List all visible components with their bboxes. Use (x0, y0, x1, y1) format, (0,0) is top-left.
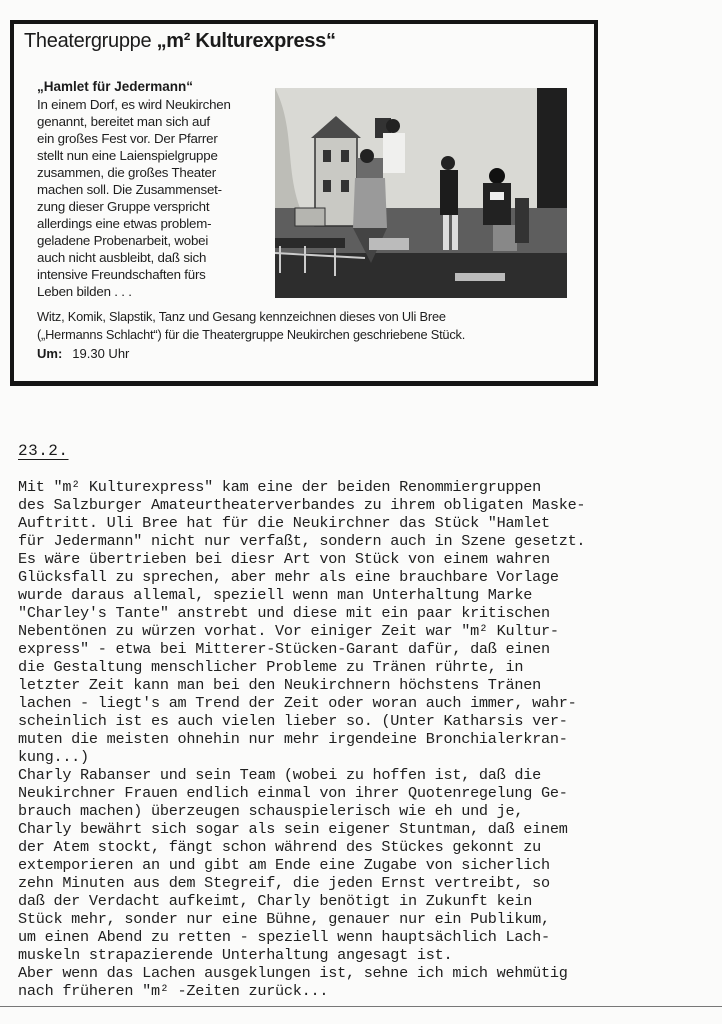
review-line: Charly bewährt sich sogar als sein eigener Stuntman, daß einem (18, 820, 568, 838)
description-line: intensive Freundschaften fürs (37, 267, 206, 282)
description-line: ein großes Fest vor. Der Pfarrer (37, 131, 218, 146)
caption-line: Witz, Komik, Slapstik, Tanz und Gesang kennzeichnen dieses von Uli Bree (37, 309, 446, 324)
clipping-title-name: „m² Kulturexpress“ (156, 30, 336, 52)
review-line: des Salzburger Amateurtheaterverbandes zu ihrem obligaten Maske- (18, 496, 586, 514)
review-line: um einen Abend zu retten - speziell wenn hauptsächlich Lach- (18, 928, 550, 946)
description-line: auch nicht ausbleibt, daß sich (37, 250, 207, 265)
review-line: Charly Rabanser und sein Team (wobei zu hoffen ist, daß die (18, 766, 541, 784)
description-line: geladene Probenarbeit, wobei (37, 233, 209, 248)
review-line: Nebentönen zu würzen vorhat. Vor einiger Zeit war "m² Kultur- (18, 622, 559, 640)
description-line: Leben bilden . . . (37, 284, 132, 299)
review-line: scheinlich ist es auch vielen lieber so. (Unter Katharsis ver- (18, 712, 568, 730)
review-line: zehn Minuten aus dem Stegreif, die jeden Ernst vertreibt, so (18, 874, 550, 892)
review-line: kung...) (18, 748, 89, 766)
review-line: wurde daraus allemal, speziell wenn man Unterhaltung Marke (18, 586, 533, 604)
review-line: daß der Verdacht aufkeimt, Charly benötigt in Zukunft kein (18, 892, 533, 910)
review-line: die Gestaltung menschlicher Probleme zu Tränen rührte, in (18, 658, 524, 676)
clipping-title-prefix: Theatergruppe (24, 30, 157, 52)
review-line: Glücksfall zu sprechen, aber mehr als eine brauchbare Vorlage (18, 568, 559, 586)
review-line: nach früheren "m² -Zeiten zurück... (18, 982, 329, 1000)
review-line: Neukirchner Frauen endlich einmal von ihrer Quotenregelung Ge- (18, 784, 568, 802)
time-value: 19.30 Uhr (72, 346, 130, 361)
description-line: allerdings eine etwas problem- (37, 216, 212, 231)
review-line: "Charley's Tante" anstrebt und diese mit ein paar kritischen (18, 604, 550, 622)
description-line: zusammen, die großes Theater (37, 165, 216, 180)
description-line: zung dieser Gruppe verspricht (37, 199, 210, 214)
review-line: Stück mehr, sonder nur eine Bühne, genauer nur ein Publikum, (18, 910, 550, 928)
review-date: 23.2. (18, 442, 69, 460)
review-line: der Atem stockt, fängt schon während des Stückes gekonnt zu (18, 838, 541, 856)
stage-photo (275, 88, 567, 298)
description-line: genannt, bereitet man sich auf (37, 114, 210, 129)
description-line: In einem Dorf, es wird Neukirchen (37, 97, 231, 112)
review-line: Auftritt. Uli Bree hat für die Neukirchner das Stück "Hamlet (18, 514, 550, 532)
stage-photo-image (275, 88, 567, 298)
review-line: lachen - liegt's am Trend der Zeit oder woran auch immer, wahr- (18, 694, 577, 712)
performance-time (37, 346, 129, 361)
play-title: „Hamlet für Jedermann“ (37, 79, 194, 94)
caption-line: („Hermanns Schlacht“) für die Theatergruppe Neukirchen geschriebene Stück. (37, 327, 466, 342)
description-line: machen soll. Die Zusammenset- (37, 182, 222, 197)
review-line: extemporieren an und gibt am Ende eine Zugabe von sicherlich (18, 856, 550, 874)
review-line: muten die meisten ohnehin nur mehr irgendeine Bronchialerkran- (18, 730, 568, 748)
clipping-title (24, 30, 336, 53)
review-line: Aber wenn das Lachen ausgeklungen ist, sehne ich mich wehmütig (18, 964, 568, 982)
review-line: brauch machen) überzeugen schauspielerisch wie eh und je, (18, 802, 524, 820)
review-line: letzter Zeit kann man bei den Neukirchnern höchstens Tränen (18, 676, 541, 694)
time-label: Um: (37, 346, 63, 361)
review-line: muskeln strapazierende Unterhaltung angesagt ist. (18, 946, 453, 964)
review-line: express" - etwa bei Mitterer-Stücken-Garant dafür, daß einen (18, 640, 550, 658)
page-bottom-rule (0, 1006, 722, 1007)
review-line: Mit "m² Kulturexpress" kam eine der beiden Renommiergruppen (18, 478, 541, 496)
review-line: für Jedermann" nicht nur verfaßt, sondern auch in Szene gesetzt. (18, 532, 586, 550)
review-line: Es wäre übertrieben bei diesr Art von Stück von einem wahren (18, 550, 550, 568)
description-line: stellt nun eine Laienspielgruppe (37, 148, 218, 163)
